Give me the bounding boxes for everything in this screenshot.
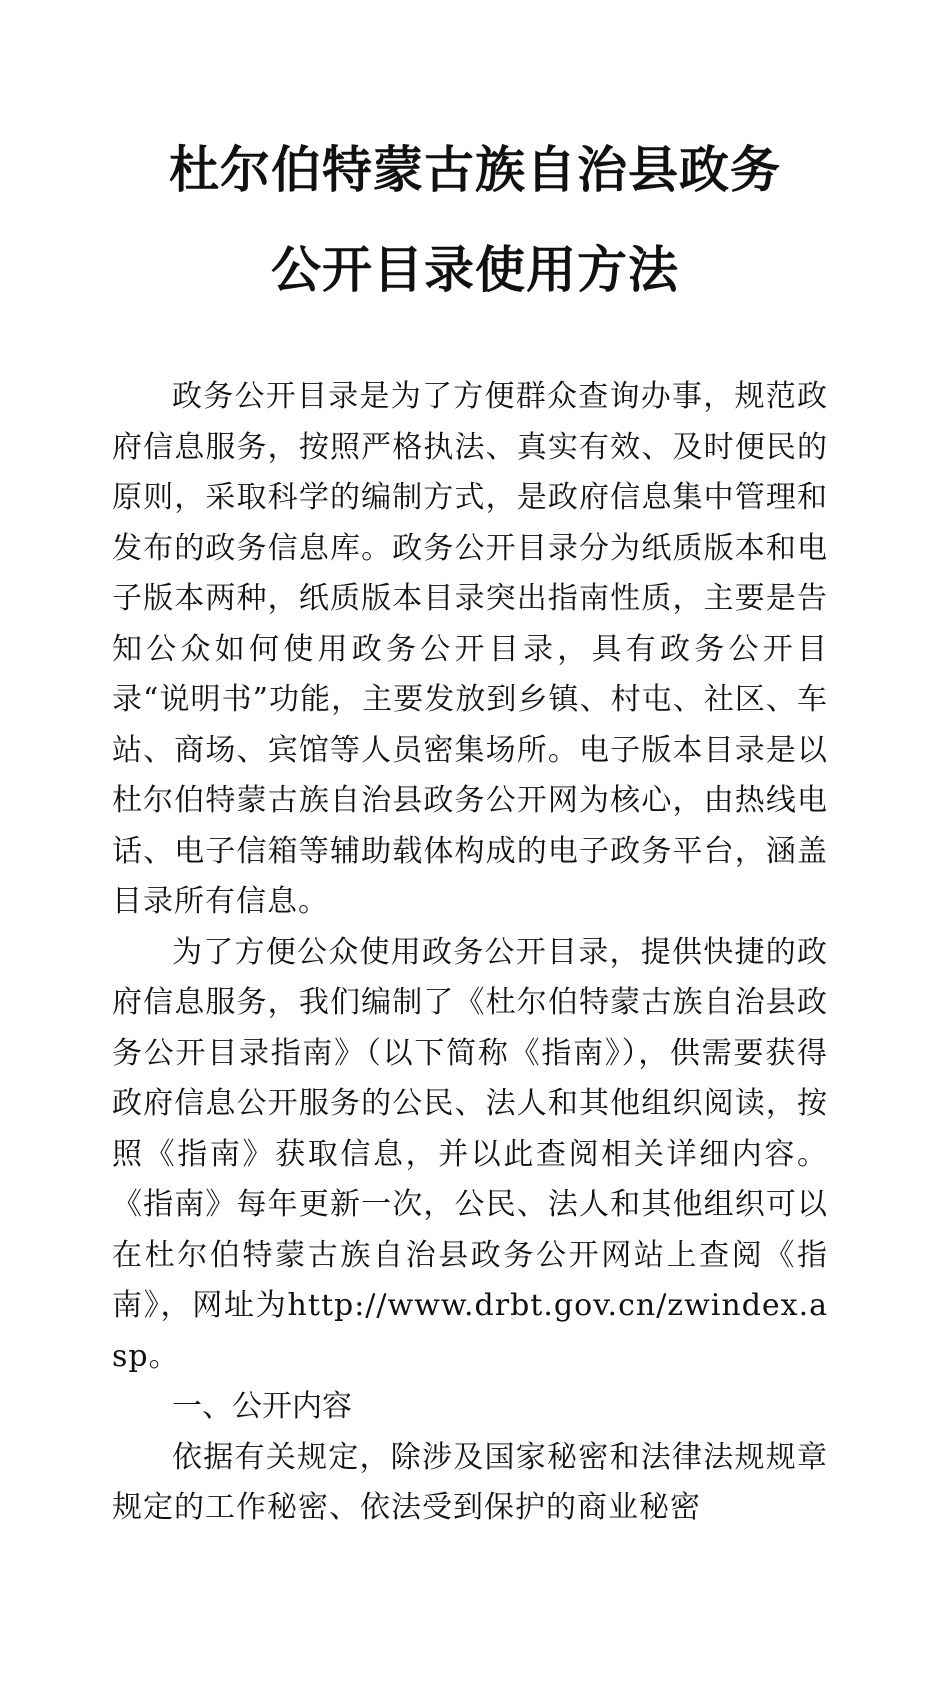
intro-paragraph: 政务公开目录是为了方便群众查询办事，规范政府信息服务，按照严格执法、真实有效、及时便民的原则，采取科学的编制方式，是政府信息集中管理和发布的政务信息库。政务公开目录分为纸质版本和电子版本两种，纸质版本目录突出指南性质，主要是告知公众如何使用政务公开目录，具有政务公开目录“说明书”功能，主要发放到乡镇、村屯、社区、车站、商场、宾馆等人员密集场所。电子版本目录是以杜尔伯特蒙古族自治县政务公开网为核心，由热线电话、电子信箱等辅助载体构成的电子政务平台，涵盖目录所有信息。 [112,379,828,919]
document-title-line-1: 杜尔伯特蒙古族自治县政务 [169,141,781,199]
document-title-line-2: 公开目录使用方法 [271,241,679,299]
guide-paragraph: 为了方便公众使用政务公开目录，提供快捷的政府信息服务，我们编制了《杜尔伯特蒙古族自治县政务公开目录指南》（以下简称《指南》），供需要获得政府信息公开服务的公民、法人和其他组织阅读，按照《指南》获取信息，并以此查阅相关详细内容。《指南》每年更新一次，公民、法人和其他组织可以在杜尔伯特蒙古族自治县政务公开网站上查阅《指南》，网址为http://www.drbt.gov.cn/zwindex.asp。 [112,934,828,1374]
section-paragraph: 依据有关规定，除涉及国家秘密和法律法规规章规定的工作秘密、依法受到保护的商业秘密 [112,1439,828,1525]
section-heading: 一、公开内容 [172,1389,352,1424]
document-body [112,372,828,1534]
